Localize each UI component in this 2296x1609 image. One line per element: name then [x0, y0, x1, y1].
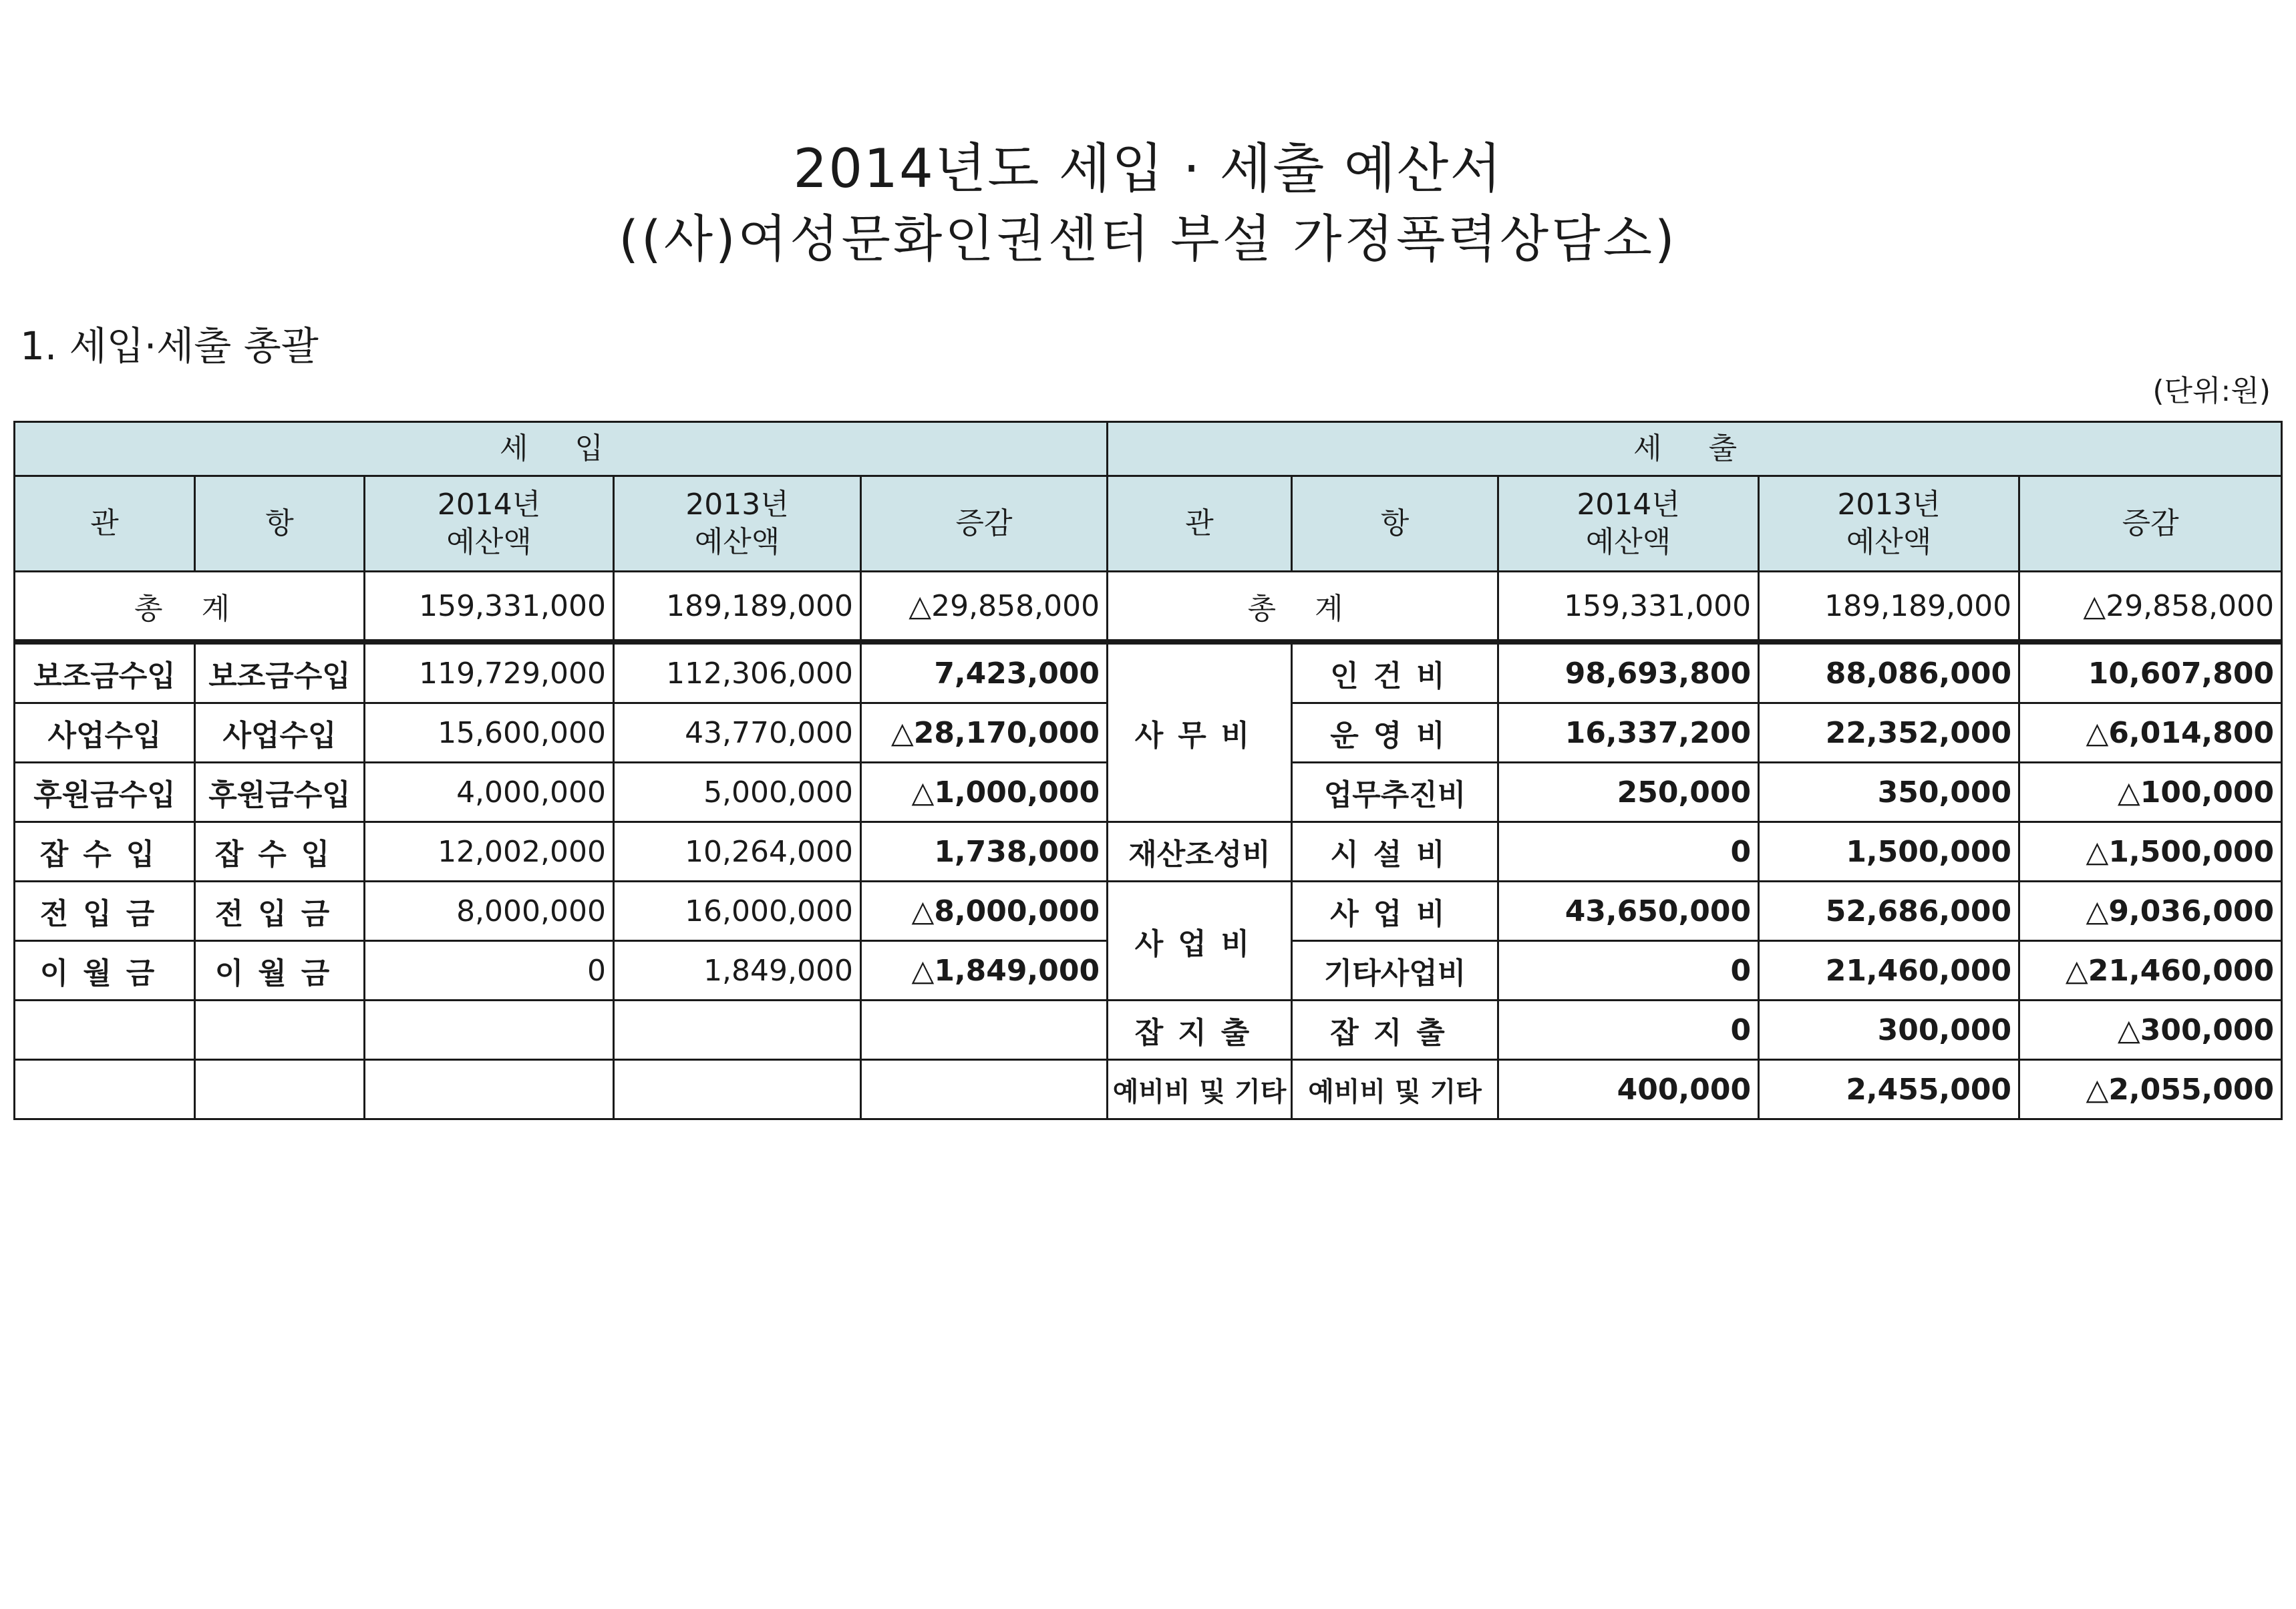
- rev-2014-header-year: 2014년: [437, 488, 541, 522]
- rev-gwan-cell: 전입금: [15, 882, 195, 941]
- exp-total-2013: 189,189,000: [1759, 572, 2019, 643]
- rev-total-2013: 189,189,000: [614, 572, 861, 643]
- rev-gwan-cell: 후원금수입: [15, 763, 195, 822]
- table-row: [15, 882, 2282, 941]
- exp-2014-cell: 16,337,200: [1498, 703, 1759, 763]
- rev-2013-cell: 16,000,000: [614, 882, 861, 941]
- rev-2014-cell: 4,000,000: [365, 763, 614, 822]
- exp-2014-cell: 0: [1498, 941, 1759, 1001]
- rev-2014-cell: 0: [365, 941, 614, 1001]
- empty-cell: [15, 1060, 195, 1119]
- empty-cell: [195, 1001, 365, 1060]
- rev-2013-header-label: 예산액: [694, 525, 780, 559]
- exp-gwan-office: 사무비: [1108, 642, 1292, 822]
- exp-change-cell: △9,036,000: [2019, 882, 2282, 941]
- rev-change-cell: △28,170,000: [861, 703, 1108, 763]
- exp-hang-cell: 예비비 및 기타: [1292, 1060, 1498, 1119]
- exp-2014-header-label: 예산액: [1585, 525, 1671, 559]
- rev-change-cell: △1,849,000: [861, 941, 1108, 1001]
- rev-hang-cell: 후원금수입: [195, 763, 365, 822]
- rev-gwan-cell: 사업수입: [15, 703, 195, 763]
- rev-2013-header-year: 2013년: [685, 488, 789, 522]
- rev-2013-cell: 112,306,000: [614, 642, 861, 703]
- rev-hang-header: 항: [195, 476, 365, 572]
- empty-cell: [365, 1060, 614, 1119]
- rev-hang-cell: 이월금: [195, 941, 365, 1001]
- rev-2013-cell: 1,849,000: [614, 941, 861, 1001]
- document-subtitle: ((사)여성문화인권센터 부설 가정폭력상담소): [619, 209, 1677, 269]
- rev-total-2014: 159,331,000: [365, 572, 614, 643]
- rev-2014-header: [365, 476, 614, 572]
- rev-change-cell: △8,000,000: [861, 882, 1108, 941]
- exp-change-cell: △100,000: [2019, 763, 2282, 822]
- rev-2014-cell: 119,729,000: [365, 642, 614, 703]
- exp-2014-cell: 0: [1498, 1001, 1759, 1060]
- exp-2014-cell: 43,650,000: [1498, 882, 1759, 941]
- exp-gwan-reserve: 예비비 및 기타: [1108, 1060, 1292, 1119]
- exp-2013-header-label: 예산액: [1846, 525, 1932, 559]
- table-row: [15, 1060, 2282, 1119]
- exp-change-cell: △2,055,000: [2019, 1060, 2282, 1119]
- exp-hang-cell: 기타사업비: [1292, 941, 1498, 1001]
- side-header-row: [15, 422, 2282, 476]
- expenditure-header: 세 출: [1108, 422, 2282, 476]
- rev-change-header: 증감: [861, 476, 1108, 572]
- exp-2013-cell: 300,000: [1759, 1001, 2019, 1060]
- table-row: [15, 642, 2282, 703]
- exp-hang-cell: 인건비: [1292, 642, 1498, 703]
- rev-2013-header: [614, 476, 861, 572]
- rev-2014-cell: 8,000,000: [365, 882, 614, 941]
- exp-change-cell: △300,000: [2019, 1001, 2282, 1060]
- exp-2014-header-year: 2014년: [1577, 488, 1680, 522]
- rev-total-label: 총 계: [15, 572, 365, 643]
- unit-label: (단위:원): [2152, 374, 2271, 408]
- rev-change-cell: 7,423,000: [861, 642, 1108, 703]
- rev-2014-header-label: 예산액: [446, 525, 532, 559]
- rev-hang-cell: 사업수입: [195, 703, 365, 763]
- exp-2013-cell: 88,086,000: [1759, 642, 2019, 703]
- exp-hang-cell: 사업비: [1292, 882, 1498, 941]
- exp-change-header: 증감: [2019, 476, 2282, 572]
- rev-2013-cell: 43,770,000: [614, 703, 861, 763]
- rev-hang-cell: 보조금수입: [195, 642, 365, 703]
- section-heading: 1. 세입·세출 총괄: [20, 323, 319, 369]
- exp-2013-header-year: 2013년: [1837, 488, 1941, 522]
- document-title: 2014년도 세입 · 세출 예산서: [793, 138, 1503, 200]
- empty-cell: [15, 1001, 195, 1060]
- exp-change-cell: △6,014,800: [2019, 703, 2282, 763]
- budget-summary-table: [13, 421, 2283, 1120]
- empty-cell: [614, 1001, 861, 1060]
- rev-gwan-cell: 이월금: [15, 941, 195, 1001]
- exp-gwan-misc: 잡지출: [1108, 1001, 1292, 1060]
- exp-total-label: 총 계: [1108, 572, 1498, 643]
- table-row: [15, 1001, 2282, 1060]
- exp-2013-cell: 52,686,000: [1759, 882, 2019, 941]
- rev-change-cell: △1,000,000: [861, 763, 1108, 822]
- exp-2014-cell: 250,000: [1498, 763, 1759, 822]
- empty-cell: [861, 1001, 1108, 1060]
- rev-total-change: △29,858,000: [861, 572, 1108, 643]
- rev-hang-cell: 전입금: [195, 882, 365, 941]
- exp-gwan-header: 관: [1108, 476, 1292, 572]
- exp-2013-cell: 2,455,000: [1759, 1060, 2019, 1119]
- exp-change-cell: 10,607,800: [2019, 642, 2282, 703]
- table-row: [15, 822, 2282, 882]
- rev-gwan-cell: 잡수입: [15, 822, 195, 882]
- exp-gwan-business: 사업비: [1108, 882, 1292, 1001]
- exp-2013-header: [1759, 476, 2019, 572]
- exp-total-change: △29,858,000: [2019, 572, 2282, 643]
- column-header-row: [15, 476, 2282, 572]
- rev-2014-cell: 12,002,000: [365, 822, 614, 882]
- empty-cell: [365, 1001, 614, 1060]
- total-row: [15, 572, 2282, 643]
- rev-hang-cell: 잡수입: [195, 822, 365, 882]
- revenue-header: 세 입: [15, 422, 1108, 476]
- exp-2013-cell: 350,000: [1759, 763, 2019, 822]
- rev-2014-cell: 15,600,000: [365, 703, 614, 763]
- exp-hang-header: 항: [1292, 476, 1498, 572]
- exp-hang-cell: 시설비: [1292, 822, 1498, 882]
- rev-gwan-cell: 보조금수입: [15, 642, 195, 703]
- exp-2014-cell: 98,693,800: [1498, 642, 1759, 703]
- exp-2013-cell: 22,352,000: [1759, 703, 2019, 763]
- empty-cell: [195, 1060, 365, 1119]
- rev-2013-cell: 5,000,000: [614, 763, 861, 822]
- exp-hang-cell: 운영비: [1292, 703, 1498, 763]
- exp-2014-cell: 400,000: [1498, 1060, 1759, 1119]
- exp-change-cell: △21,460,000: [2019, 941, 2282, 1001]
- exp-2014-header: [1498, 476, 1759, 572]
- exp-total-2014: 159,331,000: [1498, 572, 1759, 643]
- exp-hang-cell: 잡지출: [1292, 1001, 1498, 1060]
- exp-2014-cell: 0: [1498, 822, 1759, 882]
- empty-cell: [861, 1060, 1108, 1119]
- rev-2013-cell: 10,264,000: [614, 822, 861, 882]
- rev-change-cell: 1,738,000: [861, 822, 1108, 882]
- exp-gwan-asset: 재산조성비: [1108, 822, 1292, 882]
- rev-gwan-header: 관: [15, 476, 195, 572]
- exp-2013-cell: 21,460,000: [1759, 941, 2019, 1001]
- exp-change-cell: △1,500,000: [2019, 822, 2282, 882]
- empty-cell: [614, 1060, 861, 1119]
- exp-hang-cell: 업무추진비: [1292, 763, 1498, 822]
- exp-2013-cell: 1,500,000: [1759, 822, 2019, 882]
